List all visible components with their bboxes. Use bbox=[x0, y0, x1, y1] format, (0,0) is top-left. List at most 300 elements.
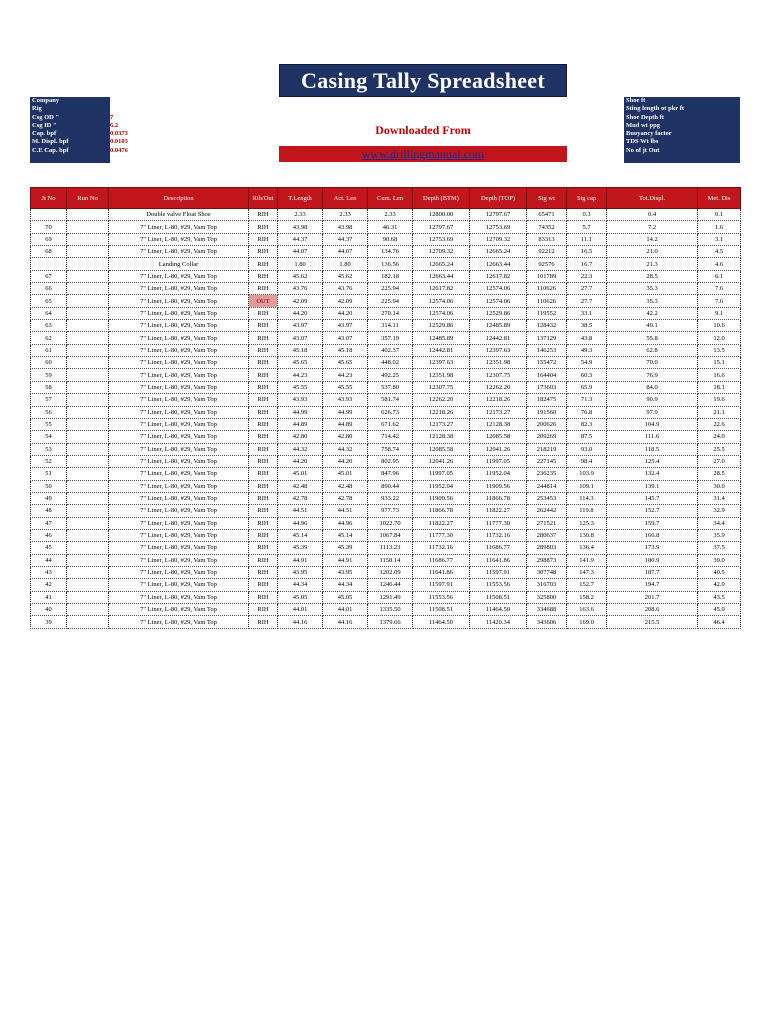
cell-cum-len: 182.18 bbox=[368, 270, 413, 282]
cell-stg-wt: 253453 bbox=[527, 492, 567, 504]
cell-jt-no: 70 bbox=[31, 221, 67, 233]
cell-tot-displ: 55.8 bbox=[607, 332, 698, 344]
cell-met-dis: 16.6 bbox=[698, 369, 741, 381]
cell-t-length: 44.96 bbox=[278, 517, 323, 529]
cell-jt-no: 47 bbox=[31, 517, 67, 529]
cell-run-no bbox=[67, 542, 109, 554]
cell-depth-top: 11952.04 bbox=[470, 468, 527, 480]
cell-stg-cap: 152.7 bbox=[567, 579, 607, 591]
cell-cum-len: 581.74 bbox=[368, 394, 413, 406]
cell-depth-top: 11464.50 bbox=[470, 604, 527, 616]
cell-jt-no: 50 bbox=[31, 480, 67, 492]
cell-met-dis: 4.5 bbox=[698, 246, 741, 258]
cell-cum-len: 46.31 bbox=[368, 221, 413, 233]
cell-description: 7" Liner, L-80, #29, Vam Top bbox=[109, 591, 249, 603]
cell-tot-displ: 28.5 bbox=[607, 270, 698, 282]
cell-run-no bbox=[67, 233, 109, 245]
info-value-ce-cap: 0.0476 bbox=[110, 146, 128, 154]
cell-run-no bbox=[67, 246, 109, 258]
cell-cum-len: 134.76 bbox=[368, 246, 413, 258]
cell-tot-displ: 21.0 bbox=[607, 246, 698, 258]
cell-stg-wt: 334688 bbox=[527, 604, 567, 616]
cell-met-dis: 34.4 bbox=[698, 517, 741, 529]
column-header-stg-wt: Stg wt bbox=[527, 188, 567, 209]
cell-stg-wt: 236235 bbox=[527, 468, 567, 480]
column-header-t-length: T.Length bbox=[278, 188, 323, 209]
info-label-rig: Rig bbox=[32, 105, 42, 113]
cell-rih-out: RIH bbox=[249, 406, 278, 418]
cell-depth-top: 12041.26 bbox=[470, 443, 527, 455]
cell-depth-btm: 11909.56 bbox=[413, 492, 470, 504]
cell-description: 7" Liner, L-80, #29, Vam Top bbox=[109, 418, 249, 430]
cell-t-length: 43.93 bbox=[278, 394, 323, 406]
cell-jt-no bbox=[31, 209, 67, 221]
cell-met-dis: 46.4 bbox=[698, 616, 741, 628]
cell-depth-btm: 12085.58 bbox=[413, 443, 470, 455]
cell-met-dis: 30.0 bbox=[698, 480, 741, 492]
cell-met-dis: 12.0 bbox=[698, 332, 741, 344]
cell-rih-out: RIH bbox=[249, 604, 278, 616]
cell-description: 7" Liner, L-80, #29, Vam Top bbox=[109, 357, 249, 369]
cell-met-dis: 19.6 bbox=[698, 394, 741, 406]
cell-jt-no: 48 bbox=[31, 505, 67, 517]
info-label-mud-wt: Mud wt ppg bbox=[626, 121, 660, 129]
cell-stg-wt: 343606 bbox=[527, 616, 567, 628]
cell-jt-no: 56 bbox=[31, 406, 67, 418]
cell-tot-displ: 42.2 bbox=[607, 307, 698, 319]
cell-cum-len: 1022.70 bbox=[368, 517, 413, 529]
cell-run-no bbox=[67, 505, 109, 517]
string-info-labels bbox=[624, 97, 740, 163]
cell-depth-top: 11420.34 bbox=[470, 616, 527, 628]
cell-t-length: 44.91 bbox=[278, 554, 323, 566]
cell-stg-wt: 316703 bbox=[527, 579, 567, 591]
cell-t-length: 45.18 bbox=[278, 344, 323, 356]
table-row bbox=[31, 616, 741, 628]
cell-act-len: 44.20 bbox=[323, 307, 368, 319]
cell-t-length: 42.78 bbox=[278, 492, 323, 504]
cell-cum-len: 1067.84 bbox=[368, 529, 413, 541]
cell-act-len: 42.78 bbox=[323, 492, 368, 504]
cell-run-no bbox=[67, 591, 109, 603]
cell-t-length: 44.51 bbox=[278, 505, 323, 517]
cell-met-dis: 25.5 bbox=[698, 443, 741, 455]
cell-stg-cap: 16.7 bbox=[567, 258, 607, 270]
cell-tot-displ: 21.3 bbox=[607, 258, 698, 270]
cell-tot-displ: 7.2 bbox=[607, 221, 698, 233]
cell-description: 7" Liner, L-80, #29, Vam Top bbox=[109, 270, 249, 282]
cell-stg-cap: 60.3 bbox=[567, 369, 607, 381]
cell-act-len: 45.18 bbox=[323, 344, 368, 356]
cell-stg-cap: 11.1 bbox=[567, 233, 607, 245]
cell-description: 7" Liner, L-80, #29, Vam Top bbox=[109, 616, 249, 628]
cell-met-dis: 21.1 bbox=[698, 406, 741, 418]
cell-act-len: 44.89 bbox=[323, 418, 368, 430]
cell-description: 7" Liner, L-80, #29, Vam Top bbox=[109, 529, 249, 541]
cell-tot-displ: 152.7 bbox=[607, 505, 698, 517]
cell-depth-btm: 12173.27 bbox=[413, 418, 470, 430]
cell-jt-no: 64 bbox=[31, 307, 67, 319]
cell-act-len: 45.01 bbox=[323, 468, 368, 480]
cell-rih-out: RIH bbox=[249, 369, 278, 381]
cell-depth-top: 12663.44 bbox=[470, 258, 527, 270]
cell-met-dis: 24.0 bbox=[698, 431, 741, 443]
well-info-values bbox=[110, 97, 160, 163]
table-row bbox=[31, 209, 741, 221]
cell-cum-len: 1113.23 bbox=[368, 542, 413, 554]
cell-jt-no: 52 bbox=[31, 455, 67, 467]
cell-rih-out: RIH bbox=[249, 394, 278, 406]
cell-act-len: 45.65 bbox=[323, 357, 368, 369]
cell-jt-no: 57 bbox=[31, 394, 67, 406]
cell-depth-btm: 12218.26 bbox=[413, 406, 470, 418]
cell-stg-wt: 191560 bbox=[527, 406, 567, 418]
cell-t-length: 45.14 bbox=[278, 529, 323, 541]
cell-tot-displ: 180.9 bbox=[607, 554, 698, 566]
cell-run-no bbox=[67, 344, 109, 356]
cell-t-length: 44.34 bbox=[278, 579, 323, 591]
cell-stg-wt: 262442 bbox=[527, 505, 567, 517]
cell-stg-cap: 82.3 bbox=[567, 418, 607, 430]
cell-tot-displ: 125.4 bbox=[607, 455, 698, 467]
cell-cum-len: 1246.44 bbox=[368, 579, 413, 591]
cell-depth-btm: 11553.56 bbox=[413, 591, 470, 603]
cell-t-length: 45.05 bbox=[278, 591, 323, 603]
cell-stg-cap: 130.8 bbox=[567, 529, 607, 541]
cell-run-no bbox=[67, 283, 109, 295]
page-title: Casing Tally Spreadsheet bbox=[301, 67, 545, 93]
cell-t-length: 44.07 bbox=[278, 246, 323, 258]
cell-stg-cap: 16.5 bbox=[567, 246, 607, 258]
cell-depth-btm: 12709.32 bbox=[413, 246, 470, 258]
cell-depth-top: 12397.63 bbox=[470, 344, 527, 356]
table-row bbox=[31, 406, 741, 418]
info-label-shoe: Shoe ft bbox=[626, 97, 646, 104]
cell-met-dis: 22.6 bbox=[698, 418, 741, 430]
cell-description: 7" Liner, L-80, #29, Vam Top bbox=[109, 320, 249, 332]
cell-run-no bbox=[67, 455, 109, 467]
cell-met-dis: 4.6 bbox=[698, 258, 741, 270]
cell-depth-top: 11909.56 bbox=[470, 480, 527, 492]
cell-tot-displ: 201.7 bbox=[607, 591, 698, 603]
cell-rih-out: RIH bbox=[249, 258, 278, 270]
download-link-box[interactable] bbox=[279, 146, 567, 162]
cell-depth-btm: 12351.98 bbox=[413, 369, 470, 381]
cell-cum-len: 448.02 bbox=[368, 357, 413, 369]
info-value-csg-id: 6.2 bbox=[110, 121, 119, 129]
cell-act-len: 44.07 bbox=[323, 246, 368, 258]
cell-stg-cap: 71.3 bbox=[567, 394, 607, 406]
cell-act-len: 45.14 bbox=[323, 529, 368, 541]
info-value-company bbox=[110, 97, 160, 105]
cell-description: 7" Liner, L-80, #29, Vam Top bbox=[109, 505, 249, 517]
cell-jt-no: 42 bbox=[31, 579, 67, 591]
cell-stg-wt: 182475 bbox=[527, 394, 567, 406]
cell-tot-displ: 132.4 bbox=[607, 468, 698, 480]
cell-rih-out: RIH bbox=[249, 320, 278, 332]
cell-stg-cap: 33.1 bbox=[567, 307, 607, 319]
cell-run-no bbox=[67, 381, 109, 393]
cell-run-no bbox=[67, 492, 109, 504]
cell-depth-btm: 12753.69 bbox=[413, 233, 470, 245]
table-row bbox=[31, 554, 741, 566]
cell-depth-btm: 12574.06 bbox=[413, 295, 470, 307]
cell-stg-wt: 173603 bbox=[527, 381, 567, 393]
cell-depth-top: 12617.82 bbox=[470, 270, 527, 282]
cell-rih-out: RIH bbox=[249, 270, 278, 282]
cell-act-len: 42.09 bbox=[323, 295, 368, 307]
cell-stg-wt: 200626 bbox=[527, 418, 567, 430]
cell-depth-btm: 11597.91 bbox=[413, 579, 470, 591]
cell-cum-len: 90.68 bbox=[368, 233, 413, 245]
cell-depth-top: 11553.56 bbox=[470, 579, 527, 591]
cell-depth-top: 11822.27 bbox=[470, 505, 527, 517]
cell-rih-out: RIH bbox=[249, 357, 278, 369]
cell-depth-top: 11777.30 bbox=[470, 517, 527, 529]
cell-rih-out: RIH bbox=[249, 616, 278, 628]
cell-depth-btm: 11464.50 bbox=[413, 616, 470, 628]
cell-met-dis: 7.6 bbox=[698, 283, 741, 295]
cell-tot-displ: 76.9 bbox=[607, 369, 698, 381]
table-row bbox=[31, 369, 741, 381]
download-link[interactable]: www.drillingmanual.com bbox=[361, 146, 485, 161]
cell-act-len: 43.76 bbox=[323, 283, 368, 295]
column-header-description: Description bbox=[109, 188, 249, 209]
cell-description: 7" Liner, L-80, #29, Vam Top bbox=[109, 431, 249, 443]
cell-t-length: 44.23 bbox=[278, 369, 323, 381]
cell-run-no bbox=[67, 418, 109, 430]
cell-t-length: 43.95 bbox=[278, 566, 323, 578]
column-header-act-len: Act. Len bbox=[323, 188, 368, 209]
cell-act-len: 44.37 bbox=[323, 233, 368, 245]
cell-depth-btm: 12800.00 bbox=[413, 209, 470, 221]
cell-depth-top: 12085.58 bbox=[470, 431, 527, 443]
cell-run-no bbox=[67, 320, 109, 332]
info-value-rig bbox=[110, 105, 160, 113]
cell-met-dis: 15.1 bbox=[698, 357, 741, 369]
cell-act-len: 44.96 bbox=[323, 517, 368, 529]
cell-cum-len: 270.14 bbox=[368, 307, 413, 319]
cell-act-len: 44.16 bbox=[323, 616, 368, 628]
cell-act-len: 45.55 bbox=[323, 381, 368, 393]
cell-rih-out: RIH bbox=[249, 221, 278, 233]
downloaded-from-label: Downloaded From bbox=[375, 123, 471, 137]
cell-depth-top: 12529.86 bbox=[470, 307, 527, 319]
column-header-depth-top: Depth (TOP) bbox=[470, 188, 527, 209]
cell-t-length: 44.89 bbox=[278, 418, 323, 430]
cell-depth-btm: 11641.86 bbox=[413, 566, 470, 578]
cell-t-length: 42.80 bbox=[278, 431, 323, 443]
cell-t-length: 43.97 bbox=[278, 320, 323, 332]
cell-met-dis: 9.1 bbox=[698, 307, 741, 319]
cell-met-dis: 42.0 bbox=[698, 579, 741, 591]
table-row bbox=[31, 517, 741, 529]
cell-depth-top: 12173.27 bbox=[470, 406, 527, 418]
cell-rih-out: RIH bbox=[249, 579, 278, 591]
cell-act-len: 1.80 bbox=[323, 258, 368, 270]
cell-rih-out: RIH bbox=[249, 517, 278, 529]
cell-description: 7" Liner, L-80, #29, Vam Top bbox=[109, 542, 249, 554]
cell-met-dis: 40.5 bbox=[698, 566, 741, 578]
cell-cum-len: 357.19 bbox=[368, 332, 413, 344]
cell-description: 7" Liner, L-80, #29, Vam Top bbox=[109, 295, 249, 307]
cell-jt-no: 62 bbox=[31, 332, 67, 344]
cell-depth-top: 12128.38 bbox=[470, 418, 527, 430]
cell-depth-btm: 11732.16 bbox=[413, 542, 470, 554]
cell-tot-displ: 0.4 bbox=[607, 209, 698, 221]
table-row bbox=[31, 332, 741, 344]
cell-stg-wt: 146253 bbox=[527, 344, 567, 356]
cell-run-no bbox=[67, 357, 109, 369]
cell-depth-btm: 12307.75 bbox=[413, 381, 470, 393]
cell-depth-top: 12442.81 bbox=[470, 332, 527, 344]
table-row bbox=[31, 480, 741, 492]
cell-depth-btm: 12663.44 bbox=[413, 270, 470, 282]
cell-stg-wt: 227145 bbox=[527, 455, 567, 467]
cell-jt-no: 60 bbox=[31, 357, 67, 369]
cell-cum-len: 758.74 bbox=[368, 443, 413, 455]
table-row bbox=[31, 418, 741, 430]
table-row bbox=[31, 505, 741, 517]
cell-jt-no: 67 bbox=[31, 270, 67, 282]
cell-description: 7" Liner, L-80, #29, Vam Top bbox=[109, 604, 249, 616]
cell-depth-btm: 11952.04 bbox=[413, 480, 470, 492]
cell-depth-top: 12485.89 bbox=[470, 320, 527, 332]
cell-t-length: 2.33 bbox=[278, 209, 323, 221]
cell-depth-top: 11732.16 bbox=[470, 529, 527, 541]
cell-tot-displ: 173.9 bbox=[607, 542, 698, 554]
cell-depth-btm: 12617.82 bbox=[413, 283, 470, 295]
cell-stg-wt: 280637 bbox=[527, 529, 567, 541]
table-row bbox=[31, 468, 741, 480]
table-row bbox=[31, 258, 741, 270]
cell-act-len: 44.34 bbox=[323, 579, 368, 591]
cell-act-len: 43.93 bbox=[323, 394, 368, 406]
cell-rih-out: RIH bbox=[249, 480, 278, 492]
table-row bbox=[31, 381, 741, 393]
cell-description: 7" Liner, L-80, #29, Vam Top bbox=[109, 480, 249, 492]
cell-description: 7" Liner, L-80, #29, Vam Top bbox=[109, 554, 249, 566]
column-header-jt-no: Jt No bbox=[31, 188, 67, 209]
cell-stg-cap: 163.6 bbox=[567, 604, 607, 616]
cell-jt-no: 58 bbox=[31, 381, 67, 393]
cell-act-len: 42.80 bbox=[323, 431, 368, 443]
cell-stg-wt: 92576 bbox=[527, 258, 567, 270]
cell-depth-top: 12574.06 bbox=[470, 283, 527, 295]
cell-cum-len: 847.96 bbox=[368, 468, 413, 480]
cell-run-no bbox=[67, 270, 109, 282]
cell-stg-cap: 119.8 bbox=[567, 505, 607, 517]
cell-stg-wt: 289803 bbox=[527, 542, 567, 554]
cell-stg-cap: 43.8 bbox=[567, 332, 607, 344]
cell-cum-len: 1335.50 bbox=[368, 604, 413, 616]
cell-act-len: 2.33 bbox=[323, 209, 368, 221]
cell-act-len: 44.91 bbox=[323, 554, 368, 566]
table-row bbox=[31, 492, 741, 504]
table-body bbox=[31, 209, 741, 629]
cell-description: Landing Collar bbox=[109, 258, 249, 270]
cell-description: 7" Liner, L-80, #29, Vam Top bbox=[109, 468, 249, 480]
cell-stg-cap: 136.4 bbox=[567, 542, 607, 554]
cell-met-dis: 45.0 bbox=[698, 604, 741, 616]
cell-t-length: 45.55 bbox=[278, 381, 323, 393]
cell-run-no bbox=[67, 406, 109, 418]
cell-depth-top: 12262.20 bbox=[470, 381, 527, 393]
cell-met-dis: 7.6 bbox=[698, 295, 741, 307]
cell-rih-out: RIH bbox=[249, 443, 278, 455]
cell-description: 7" Liner, L-80, #29, Vam Top bbox=[109, 283, 249, 295]
table-row bbox=[31, 455, 741, 467]
cell-t-length: 45.01 bbox=[278, 468, 323, 480]
cell-depth-btm: 12262.20 bbox=[413, 394, 470, 406]
cell-jt-no: 53 bbox=[31, 443, 67, 455]
cell-run-no bbox=[67, 394, 109, 406]
info-label-m-displ: M. Displ. bpf bbox=[32, 138, 69, 146]
info-label-sting-length: Sting length ot pkr ft bbox=[626, 105, 685, 113]
cell-jt-no: 44 bbox=[31, 554, 67, 566]
cell-cum-len: 225.94 bbox=[368, 295, 413, 307]
cell-description: 7" Liner, L-80, #29, Vam Top bbox=[109, 307, 249, 319]
cell-depth-btm: 11822.27 bbox=[413, 517, 470, 529]
cell-run-no bbox=[67, 369, 109, 381]
cell-run-no bbox=[67, 529, 109, 541]
cell-met-dis: 3.1 bbox=[698, 233, 741, 245]
cell-t-length: 44.37 bbox=[278, 233, 323, 245]
cell-met-dis: 18.1 bbox=[698, 381, 741, 393]
table-row bbox=[31, 604, 741, 616]
cell-run-no bbox=[67, 295, 109, 307]
cell-stg-wt: 209269 bbox=[527, 431, 567, 443]
cell-jt-no: 55 bbox=[31, 418, 67, 430]
cell-run-no bbox=[67, 468, 109, 480]
cell-met-dis: 0.1 bbox=[698, 209, 741, 221]
cell-rih-out: RIH bbox=[249, 209, 278, 221]
info-label-company: Company bbox=[32, 97, 60, 104]
cell-depth-top: 12753.69 bbox=[470, 221, 527, 233]
column-header-stg-cap: Stg cap bbox=[567, 188, 607, 209]
cell-run-no bbox=[67, 258, 109, 270]
cell-jt-no: 68 bbox=[31, 246, 67, 258]
cell-depth-top: 11641.86 bbox=[470, 554, 527, 566]
cell-depth-top: 12574.06 bbox=[470, 295, 527, 307]
cell-run-no bbox=[67, 431, 109, 443]
cell-rih-out: RIH bbox=[249, 591, 278, 603]
cell-depth-top: 12351.98 bbox=[470, 357, 527, 369]
cell-jt-no: 46 bbox=[31, 529, 67, 541]
cell-tot-displ: 194.7 bbox=[607, 579, 698, 591]
cell-depth-btm: 11508.51 bbox=[413, 604, 470, 616]
cell-t-length: 44.01 bbox=[278, 604, 323, 616]
cell-act-len: 44.23 bbox=[323, 369, 368, 381]
cell-run-no bbox=[67, 221, 109, 233]
cell-rih-out: RIH bbox=[249, 505, 278, 517]
cell-act-len: 45.39 bbox=[323, 542, 368, 554]
cell-jt-no: 59 bbox=[31, 369, 67, 381]
cell-jt-no bbox=[31, 258, 67, 270]
table-row bbox=[31, 579, 741, 591]
cell-depth-top: 12709.32 bbox=[470, 233, 527, 245]
cell-cum-len: 671.62 bbox=[368, 418, 413, 430]
cell-tot-displ: 145.7 bbox=[607, 492, 698, 504]
cell-met-dis: 39.0 bbox=[698, 554, 741, 566]
cell-t-length: 45.62 bbox=[278, 270, 323, 282]
cell-jt-no: 45 bbox=[31, 542, 67, 554]
cell-stg-wt: 83313 bbox=[527, 233, 567, 245]
info-value-csg-od: 7 bbox=[110, 113, 114, 121]
table-row bbox=[31, 357, 741, 369]
cell-act-len: 45.62 bbox=[323, 270, 368, 282]
cell-tot-displ: 70.0 bbox=[607, 357, 698, 369]
